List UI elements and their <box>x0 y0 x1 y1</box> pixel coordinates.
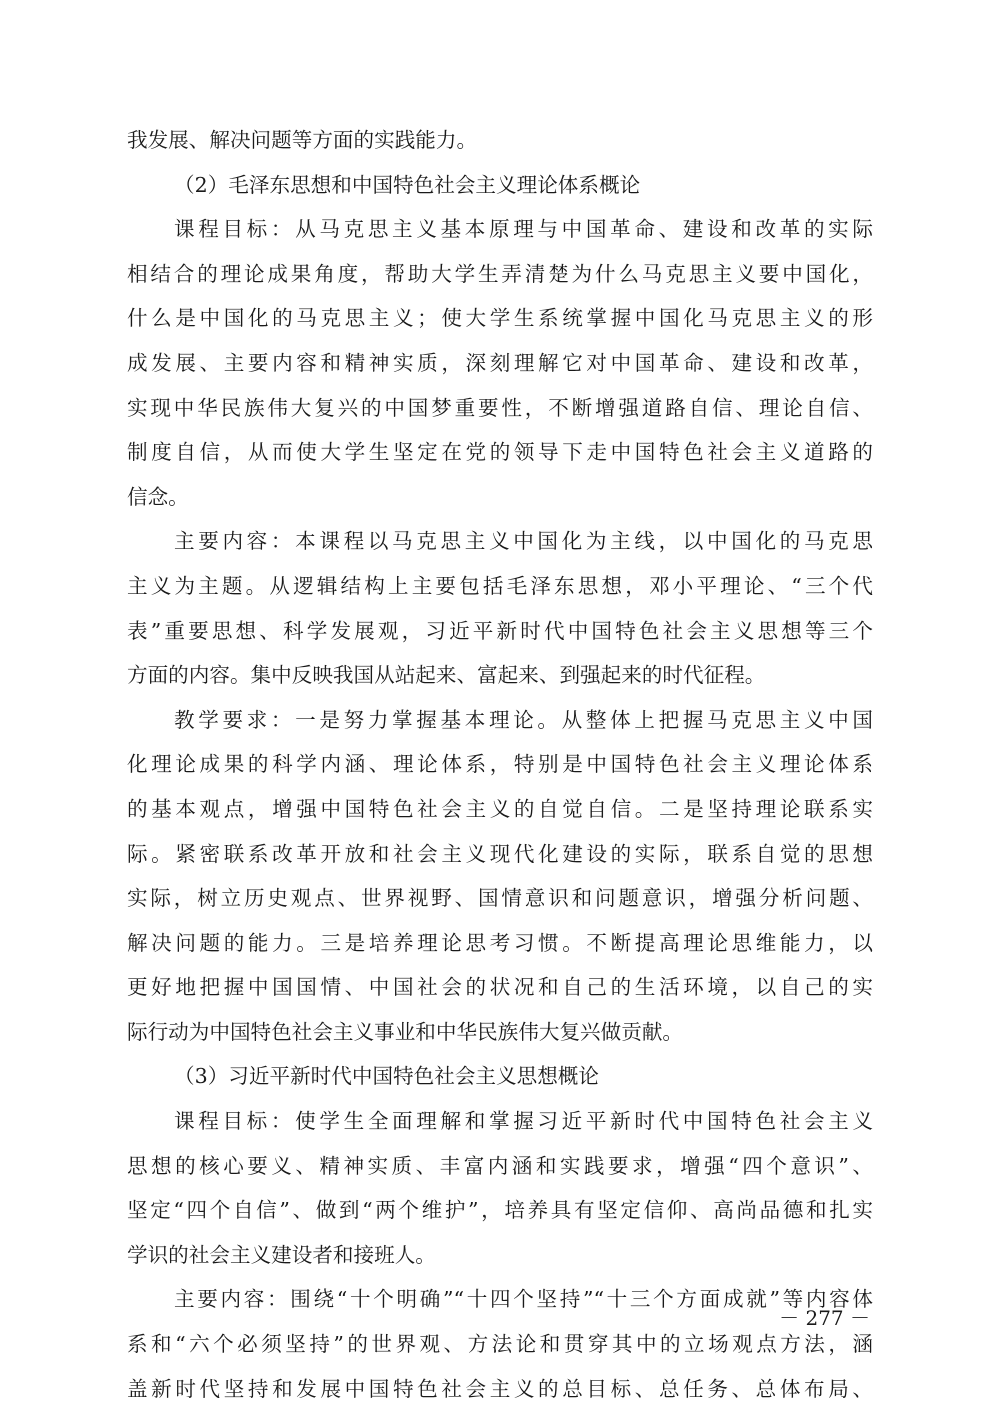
text-line: 我发展、解决问题等方面的实践能力。 <box>127 128 478 152</box>
text-line: 盖新时代坚持和发展中国特色社会主义的总目标、总任务、总体布局、 <box>127 1376 873 1401</box>
text-line: 表”重要思想、科学发展观，习近平新时代中国特色社会主义思想等三个 <box>127 618 873 643</box>
text-line: 主要内容：围绕“十个明确”“十四个坚持”“十三个方面成就”等内容体 <box>174 1287 873 1312</box>
text-line: 实际，树立历史观点、世界视野、国情意识和问题意识，增强分析问题、 <box>127 886 873 911</box>
text-line: 解决问题的能力。三是培养理论思考习惯。不断提高理论思维能力，以 <box>127 930 873 955</box>
text-line: 主要内容：本课程以马克思主义中国化为主线，以中国化的马克思 <box>174 529 873 554</box>
text-line: 的基本观点，增强中国特色社会主义的自觉自信。二是坚持理论联系实 <box>127 796 873 821</box>
text-line: 方面的内容。集中反映我国从站起来、富起来、到强起来的时代征程。 <box>127 663 766 688</box>
text-line: 系和“六个必须坚持”的世界观、方法论和贯穿其中的立场观点方法，涵 <box>127 1332 873 1357</box>
text-line: 思想的核心要义、精神实质、丰富内涵和实践要求，增强“四个意识”、 <box>127 1153 873 1178</box>
text-line: 成发展、主要内容和精神实质，深刻理解它对中国革命、建设和改革， <box>127 350 873 375</box>
page-number: － 277 － <box>779 1306 870 1330</box>
text-line: 主义为主题。从逻辑结构上主要包括毛泽东思想，邓小平理论、“三个代 <box>127 573 873 598</box>
text-line: 信念。 <box>127 484 189 509</box>
text-line: 际行动为中国特色社会主义事业和中华民族伟大复兴做贡献。 <box>127 1019 684 1044</box>
text-line: （3）习近平新时代中国特色社会主义思想概论 <box>174 1064 599 1089</box>
text-line: 际。紧密联系改革开放和社会主义现代化建设的实际，联系自觉的思想 <box>127 841 873 866</box>
text-line: 教学要求：一是努力掌握基本理论。从整体上把握马克思主义中国 <box>174 707 873 732</box>
text-line: 化理论成果的科学内涵、理论体系，特别是中国特色社会主义理论体系 <box>127 752 873 777</box>
body-text <box>127 118 873 1411</box>
text-line: 课程目标：使学生全面理解和掌握习近平新时代中国特色社会主义 <box>174 1109 873 1134</box>
text-line: 制度自信，从而使大学生坚定在党的领导下走中国特色社会主义道路的 <box>127 440 873 465</box>
text-line: 学识的社会主义建设者和接班人。 <box>127 1242 436 1267</box>
text-line: 更好地把握中国国情、中国社会的状况和自己的生活环境，以自己的实 <box>127 975 873 1000</box>
text-line: 相结合的理论成果角度，帮助大学生弄清楚为什么马克思主义要中国化， <box>127 261 873 286</box>
text-line: 实现中华民族伟大复兴的中国梦重要性，不断增强道路自信、理论自信、 <box>127 395 873 420</box>
text-line: 什么是中国化的马克思主义；使大学生系统掌握中国化马克思主义的形 <box>127 306 873 331</box>
text-line: （2）毛泽东思想和中国特色社会主义理论体系概论 <box>174 172 641 197</box>
text-line: 课程目标：从马克思主义基本原理与中国革命、建设和改革的实际 <box>174 217 873 242</box>
text-line: 坚定“四个自信”、做到“两个维护”，培养具有坚定信仰、高尚品德和扎实 <box>127 1198 873 1223</box>
